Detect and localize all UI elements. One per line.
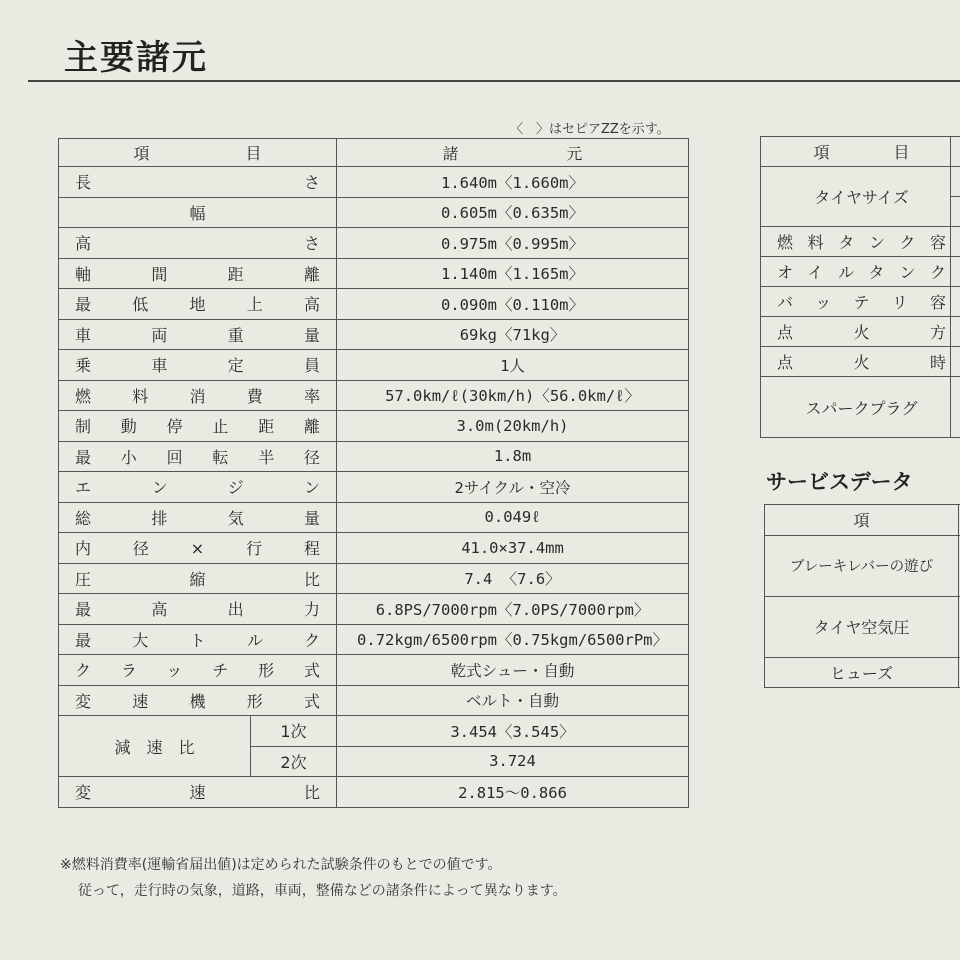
right-header-blank [951,137,960,167]
spec-label: 幅 [59,197,337,228]
spec-row [59,685,689,716]
spec-row [59,624,689,655]
spec-label: 乗車定員 [59,350,337,381]
spec-label: 変速機形式 [59,685,337,716]
spec-value-secondary: 3.724 [337,746,689,777]
right-spec-table [760,136,960,438]
service-row [765,535,960,596]
right-row [761,257,960,287]
right-cell [951,347,960,377]
spec-value: 0.090m〈0.110m〉 [337,289,689,320]
spec-label: 制動停止距離 [59,411,337,442]
right-label-fuel: 燃料タンク容 [761,227,951,257]
service-label-brake: ブレーキレバーの遊び [765,535,959,596]
spec-row [59,350,689,381]
spec-value: 7.4 〈7.6〉 [337,563,689,594]
spec-value: 57.0km/ℓ(30km/h)〈56.0km/ℓ〉 [337,380,689,411]
right-header: 項 目 [761,137,951,167]
service-header-row [765,505,960,536]
spec-header-item: 項 目 [59,139,337,167]
right-row [761,287,960,317]
spec-table [58,138,689,808]
spec-value: 0.975m〈0.995m〉 [337,228,689,259]
right-label-spark-plug: スパークプラグ [761,377,951,438]
right-label-ignition-method: 点火方 [761,317,951,347]
table-note: 〈 〉はセピアZZを示す。 [510,122,670,137]
spec-value: 0.605m〈0.635m〉 [337,197,689,228]
spec-row [59,563,689,594]
right-cell [951,197,960,227]
title-divider [28,80,960,82]
footnote [60,852,567,904]
spec-row [59,594,689,625]
spec-label: 圧縮比 [59,563,337,594]
spec-label: 軸間距離 [59,258,337,289]
spec-row [59,228,689,259]
spec-label: 最大トルク [59,624,337,655]
service-row [765,657,960,688]
spec-value: 乾式シュー・自動 [337,655,689,686]
spec-label: クラッチ形式 [59,655,337,686]
right-cell [951,287,960,317]
spec-row [59,258,689,289]
spec-label: 総排気量 [59,502,337,533]
service-label-tire-pressure: タイヤ空気圧 [765,596,959,657]
right-label-oil: オイルタンク [761,257,951,287]
right-cell [951,167,960,197]
spec-row-gear-ratio [59,777,689,808]
spec-row [59,167,689,198]
spec-label: 長さ [59,167,337,198]
spec-label: 内径×行程 [59,533,337,564]
spec-value: 2サイクル・空冷 [337,472,689,503]
spec-row [59,472,689,503]
right-label-ignition-timing: 点火時 [761,347,951,377]
spec-row [59,380,689,411]
right-cell [951,377,960,438]
spec-value: 41.0×37.4mm [337,533,689,564]
spec-label-primary: 1次 [251,716,337,747]
spec-value: 6.8PS/7000rpm〈7.0PS/7000rpm〉 [337,594,689,625]
spec-row [59,319,689,350]
spec-value-primary: 3.454〈3.545〉 [337,716,689,747]
spec-row [59,411,689,442]
service-header: 項 [765,505,959,536]
service-row [765,596,960,657]
spec-row [59,655,689,686]
spec-label-gear-ratio: 変速比 [59,777,337,808]
spec-label: 最小回転半径 [59,441,337,472]
right-row [761,227,960,257]
spec-row [59,289,689,320]
right-row [761,347,960,377]
spec-label: 最高出力 [59,594,337,625]
service-data-title: サービスデータ [766,470,913,494]
spec-row [59,533,689,564]
spec-value: 69kg〈71kg〉 [337,319,689,350]
spec-label: 車両重量 [59,319,337,350]
footnote-line-2: 従って，走行時の気象，道路，車両，整備などの諸条件によって異なります。 [78,883,567,899]
spec-value-gear-ratio: 2.815～0.866 [337,777,689,808]
right-cell [951,317,960,347]
right-row [761,377,960,438]
spec-value: 1人 [337,350,689,381]
spec-row [59,197,689,228]
spec-row [59,502,689,533]
spec-label: 燃料消費率 [59,380,337,411]
spec-header-row [59,139,689,167]
service-label-fuse: ヒューズ [765,657,959,688]
spec-value: 1.8m [337,441,689,472]
right-row [761,167,960,197]
spec-value: 0.72kgm/6500rpm〈0.75kgm/6500rPm〉 [337,624,689,655]
spec-rows [59,167,689,716]
spec-value: ベルト・自動 [337,685,689,716]
spec-row [59,441,689,472]
service-table [764,504,960,688]
spec-value: 1.140m〈1.165m〉 [337,258,689,289]
spec-label: エンジン [59,472,337,503]
right-label-tire: タイヤサイズ [761,167,951,227]
right-cell [951,227,960,257]
footnote-line-1: ※燃料消費率(運輸省届出値)は定められた試験条件のもとでの値です。 [60,857,502,873]
spec-row-reduction-primary [59,716,689,747]
right-label-battery: バッテリ容 [761,287,951,317]
page-title: 主要諸元 [64,38,208,78]
right-header-row [761,137,960,167]
right-row [761,317,960,347]
spec-value: 3.0m(20km/h) [337,411,689,442]
spec-label-secondary: 2次 [251,746,337,777]
spec-label: 高さ [59,228,337,259]
right-cell [951,257,960,287]
spec-value: 1.640m〈1.660m〉 [337,167,689,198]
spec-label-reduction: 減 速 比 [59,716,251,777]
spec-label: 最低地上高 [59,289,337,320]
spec-header-value: 諸 元 [337,139,689,167]
spec-value: 0.049ℓ [337,502,689,533]
